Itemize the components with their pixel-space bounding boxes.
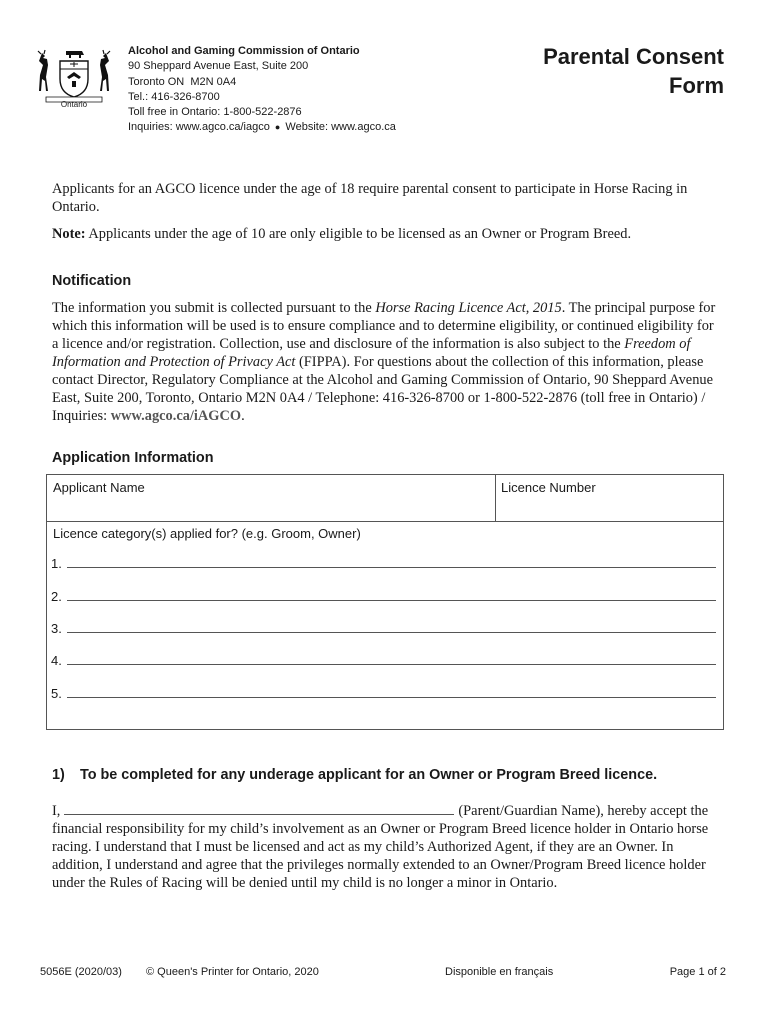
section-1-heading bbox=[52, 767, 657, 783]
licence-category-line-4[interactable] bbox=[51, 653, 716, 668]
inquiries-link[interactable]: Inquiries: www.agco.ca/iagco bbox=[128, 121, 270, 134]
consent-prefix: I, bbox=[52, 803, 61, 819]
address-line-2: Toronto ON M2N 0A4 bbox=[128, 75, 237, 88]
notification-text-4: . bbox=[241, 408, 245, 424]
org-name: Alcohol and Gaming Commission of Ontario bbox=[128, 45, 360, 57]
logo-caption: Ontario bbox=[60, 100, 88, 109]
form-title-line-2: Form bbox=[669, 73, 724, 98]
applicant-row bbox=[47, 475, 723, 522]
entry-line[interactable] bbox=[67, 663, 716, 665]
website-link[interactable]: Website: www.agco.ca bbox=[285, 121, 396, 134]
notification-text-3: (FIPPA). For questions about the collection of this information, please contact Director, Regulatory Compliance at the Alcohol and Gaming Commission of Ontario, 90 Sheppard Avenue East, Suite 200, Toronto, Ontario M2N 0A4 / Telephone: 416-326-8700 or 1-800-522-2876 (toll free in Ontario) / Inquiries: bbox=[52, 354, 713, 424]
note-label: Note: bbox=[52, 226, 86, 242]
line-number: 5. bbox=[51, 686, 62, 701]
french-availability-note: Disponible en français bbox=[445, 966, 554, 978]
inquiries-website-line bbox=[128, 120, 396, 135]
form-title bbox=[543, 42, 724, 100]
notification-text-2: . The principal purpose for which this information will be used is to ensure compliance and to determine eligibility, or continued eligibility for a licence and/or registration. Collection, use and disclosure of the information is also subject to the bbox=[52, 300, 716, 352]
section-title: To be completed for any underage applicant for an Owner or Program Breed licence. bbox=[80, 767, 658, 783]
line-number: 2. bbox=[51, 589, 62, 604]
form-title-line-1: Parental Consent bbox=[543, 44, 724, 69]
fippa-act-name: Freedom of Information and Protection of Privacy Act bbox=[52, 336, 691, 370]
licence-category-label: Licence category(s) applied for? (e.g. Groom, Owner) bbox=[53, 526, 361, 541]
line-number: 4. bbox=[51, 653, 62, 668]
licence-category-line-3[interactable] bbox=[51, 621, 716, 636]
consent-body: financial responsibility for my child’s involvement as an Owner or Program Breed licence holder in Ontario horse racing. I understand that I must be licensed and act as my child’s Authorized Agent, if they are an Owner. In addition, I understand and agree that the privileges normally extended to an Owner/Program Breed licence holder under the Rules of Racing will be denied until my child is no longer a minor in Ontario. bbox=[52, 821, 709, 891]
licence-category-line-5[interactable] bbox=[51, 686, 716, 701]
licence-number-field[interactable] bbox=[499, 499, 719, 519]
consent-after-blank: (Parent/Guardian Name), hereby accept the bbox=[458, 803, 709, 819]
page-number: Page 1 of 2 bbox=[669, 966, 726, 978]
applicant-name-label: Applicant Name bbox=[53, 480, 145, 495]
iagco-link[interactable]: www.agco.ca/iAGCO bbox=[110, 408, 242, 424]
entry-line[interactable] bbox=[67, 696, 716, 698]
notification-paragraph bbox=[52, 299, 722, 425]
entry-line[interactable] bbox=[67, 566, 716, 568]
licence-category-line-1[interactable] bbox=[51, 556, 716, 571]
entry-line[interactable] bbox=[67, 599, 716, 601]
bullet-separator: ● bbox=[274, 122, 281, 133]
application-info-heading: Application Information bbox=[52, 450, 214, 466]
toll-free-number: Toll free in Ontario: 1-800-522-2876 bbox=[128, 106, 302, 119]
address-line-1: 90 Sheppard Avenue East, Suite 200 bbox=[128, 60, 309, 73]
copyright-notice: © Queen's Printer for Ontario, 2020 bbox=[146, 966, 319, 978]
intro-note bbox=[52, 225, 722, 243]
column-divider bbox=[495, 475, 496, 521]
note-text: Applicants under the age of 10 are only eligible to be licensed as an Owner or Program Breed. bbox=[85, 226, 632, 242]
notification-heading: Notification bbox=[52, 273, 132, 289]
telephone: Tel.: 416-326-8700 bbox=[128, 90, 220, 103]
notification-text-1: The information you submit is collected pursuant to the bbox=[52, 300, 376, 316]
licence-number-label: Licence Number bbox=[501, 480, 596, 495]
intro-paragraph: Applicants for an AGCO licence under the age of 18 require parental consent to participate in Horse Racing in Ontario. bbox=[52, 181, 688, 215]
line-number: 1. bbox=[51, 556, 62, 571]
consent-statement bbox=[52, 802, 722, 892]
parent-guardian-name-field[interactable] bbox=[64, 802, 454, 815]
horse-racing-act-name: Horse Racing Licence Act, 2015 bbox=[375, 300, 562, 316]
form-number: 5056E (2020/03) bbox=[40, 966, 122, 978]
entry-line[interactable] bbox=[67, 631, 716, 633]
section-number: 1) bbox=[52, 767, 65, 783]
licence-category-line-2[interactable] bbox=[51, 589, 716, 604]
agco-contact-block bbox=[128, 44, 396, 136]
line-number: 3. bbox=[51, 621, 62, 636]
applicant-name-field[interactable] bbox=[51, 499, 491, 519]
